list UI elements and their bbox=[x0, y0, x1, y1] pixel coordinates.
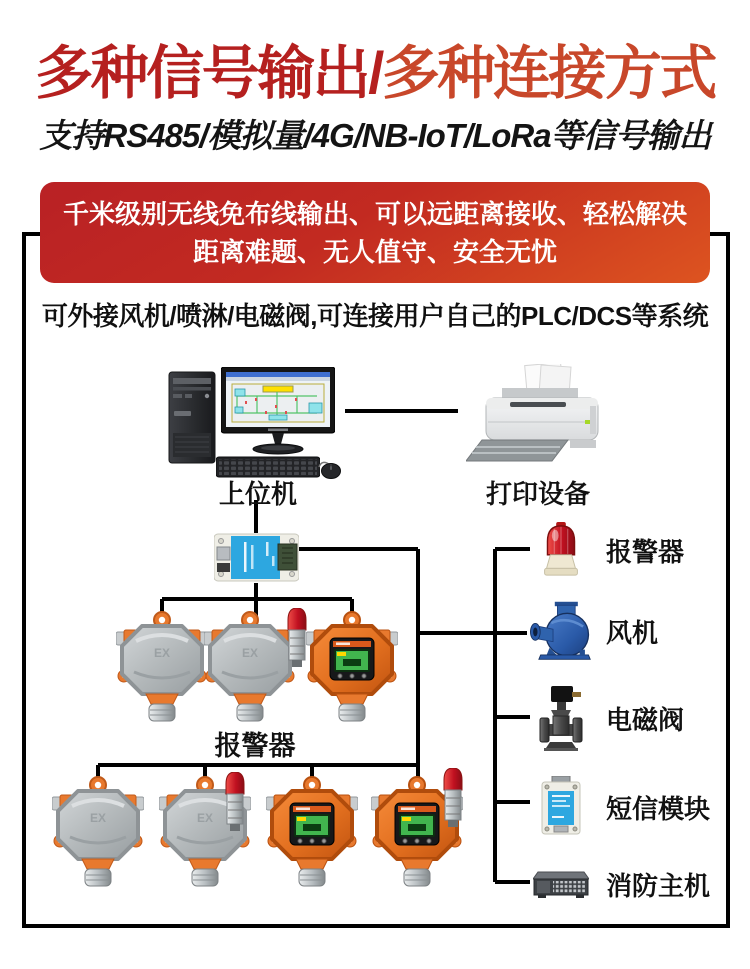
right-device-solenoid-valve bbox=[530, 684, 684, 752]
right-device-label: 电磁阀 bbox=[606, 704, 685, 735]
title-part-2: 多种连接方式 bbox=[381, 41, 715, 106]
right-device-fire-alarm-host bbox=[530, 866, 710, 903]
right-device-sms-module bbox=[530, 776, 710, 838]
blower-fan-icon bbox=[530, 598, 592, 664]
printer-icon bbox=[466, 364, 608, 464]
feature-banner bbox=[40, 182, 710, 283]
detector-group-label: 报警器 bbox=[214, 731, 296, 761]
gas-detector-orange-icon bbox=[266, 775, 358, 887]
subtitle: 支持RS485/模拟量/4G/NB-IoT/LoRa等信号输出 bbox=[39, 117, 711, 154]
alarm-beacon-icon bbox=[541, 522, 581, 578]
computer-label: 上位机 bbox=[218, 479, 297, 509]
printer-label: 打印设备 bbox=[485, 479, 590, 509]
gas-detector-gray-icon bbox=[52, 775, 144, 887]
computer-monitor-icon bbox=[221, 367, 335, 457]
solenoid-valve-icon bbox=[536, 684, 586, 752]
computer-tower-icon bbox=[168, 371, 216, 464]
fire-alarm-host-icon bbox=[533, 871, 589, 899]
signal-converter-icon bbox=[214, 530, 299, 585]
sound-light-beacon-icon bbox=[440, 768, 466, 828]
right-device-label: 报警器 bbox=[606, 536, 685, 567]
right-device-label: 消防主机 bbox=[606, 871, 711, 901]
gas-detector-gray-icon bbox=[204, 610, 296, 722]
banner-line-2: 距离难题、无人值守、安全无忧 bbox=[192, 237, 557, 267]
gas-detector-orange-icon bbox=[306, 610, 398, 722]
mouse-icon bbox=[318, 459, 342, 479]
right-device-alarm-beacon bbox=[530, 522, 684, 578]
right-device-label: 风机 bbox=[606, 617, 659, 648]
sms-module-icon bbox=[540, 776, 582, 838]
right-device-label: 短信模块 bbox=[606, 793, 711, 824]
diagram-caption: 可外接风机/喷淋/电磁阀,可连接用户自己的PLC/DCS等系统 bbox=[41, 301, 709, 331]
title-part-1: 多种信号输出 bbox=[35, 41, 369, 106]
right-device-blower-fan bbox=[530, 598, 658, 664]
title-slash: / bbox=[368, 41, 382, 106]
banner-line-1: 千米级别无线免布线输出、可以远距离接收、轻松解决 bbox=[62, 199, 687, 229]
sound-light-beacon-icon bbox=[222, 772, 248, 832]
gas-detector-gray-icon bbox=[116, 610, 208, 722]
